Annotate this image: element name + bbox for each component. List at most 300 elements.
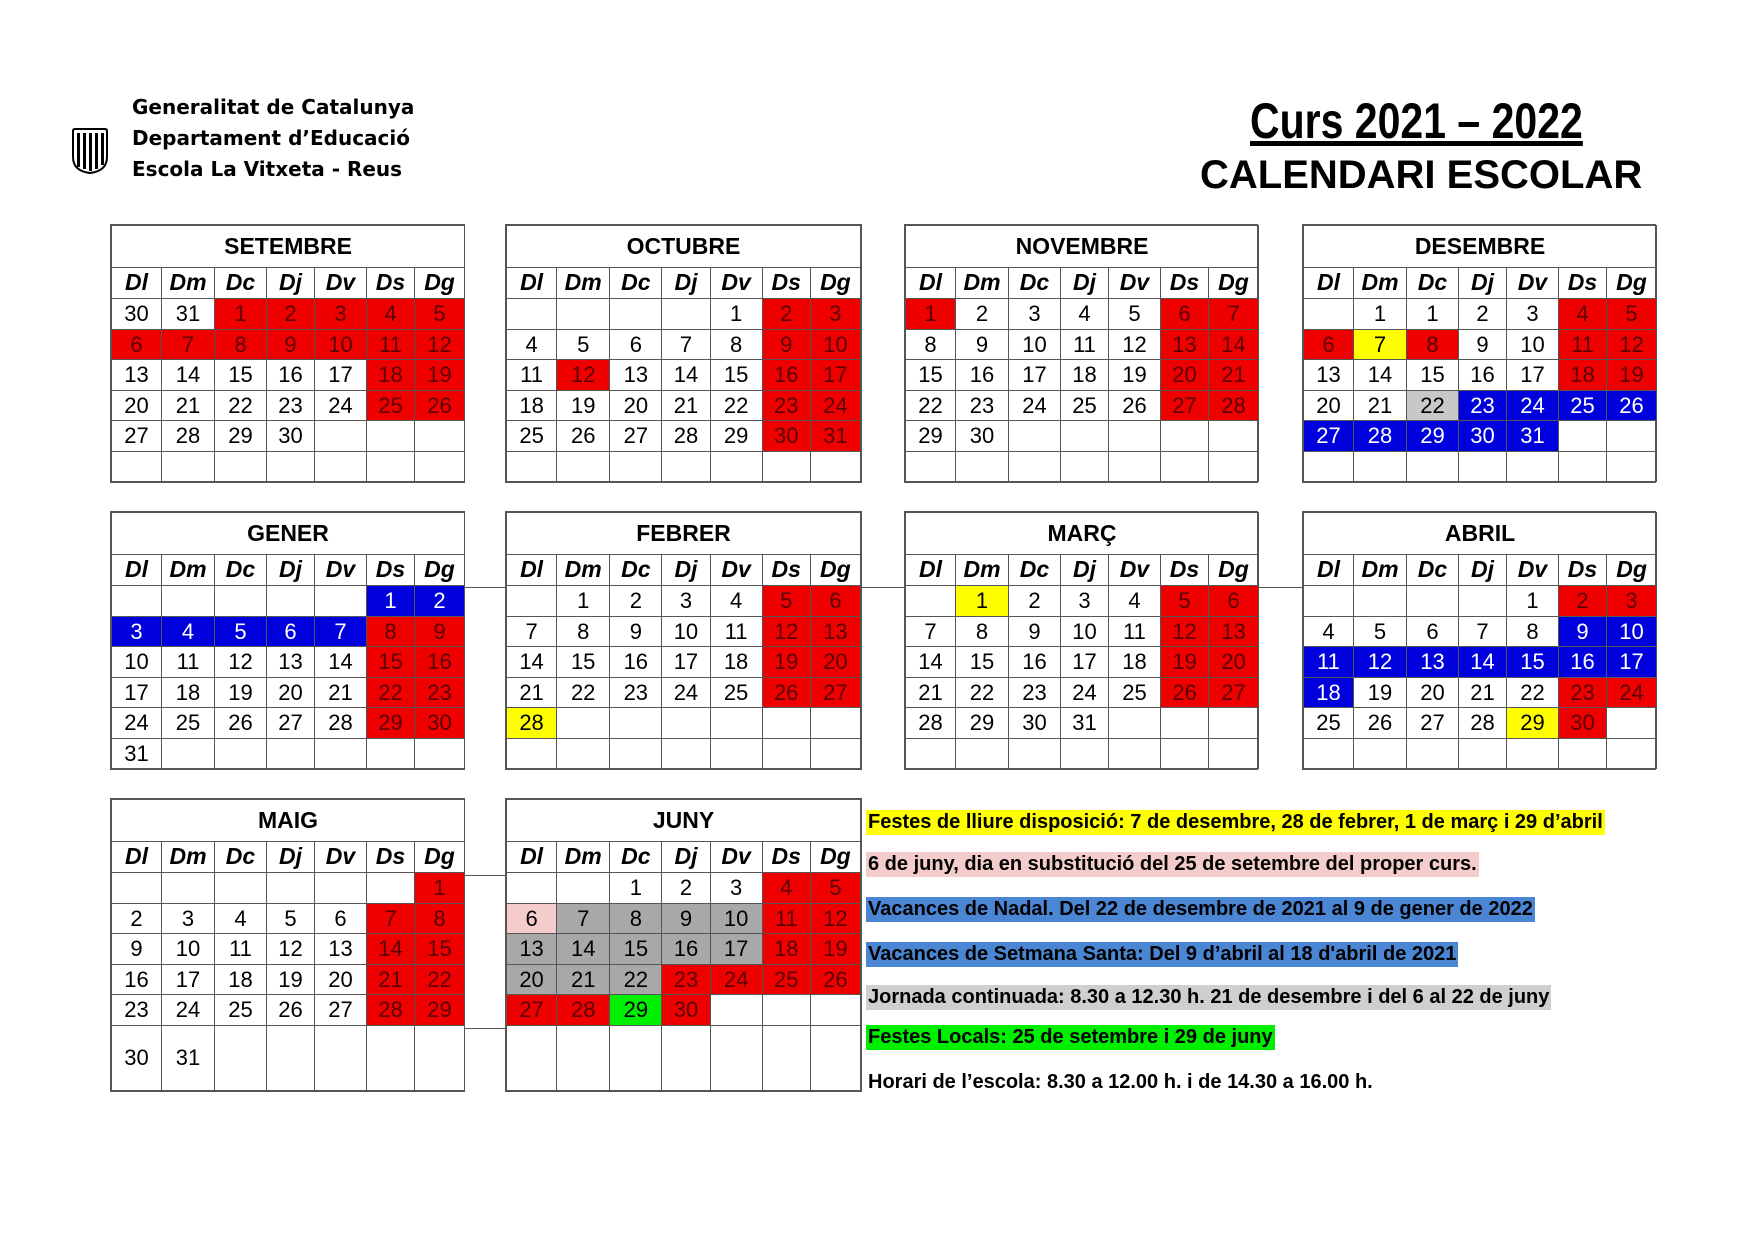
day-cell: 11 <box>1109 616 1161 647</box>
day-cell: 27 <box>1209 677 1259 708</box>
legend-item: Festes Locals: 25 de setembre i 29 de juny <box>868 1026 1273 1048</box>
day-cell: 3 <box>1061 586 1109 617</box>
day-cell: 8 <box>956 616 1009 647</box>
day-cell: 2 <box>610 586 662 617</box>
day-cell: 9 <box>267 329 315 360</box>
legend-item: 6 de juny, dia en substitució del 25 de setembre del proper curs. <box>868 853 1477 875</box>
day-cell: 10 <box>315 329 367 360</box>
weekday-header: Dg <box>415 842 465 873</box>
day-cell: 30 <box>1559 708 1607 739</box>
month-octubre <box>505 224 862 483</box>
day-cell: 16 <box>267 360 315 391</box>
day-cell <box>1009 421 1061 452</box>
weekday-header: Dl <box>507 268 557 299</box>
day-cell: 1 <box>610 873 662 904</box>
day-cell: 25 <box>1559 390 1607 421</box>
day-cell <box>710 451 762 482</box>
day-cell: 22 <box>215 390 267 421</box>
week-row <box>112 360 465 391</box>
week-row <box>906 329 1259 360</box>
day-cell <box>1354 738 1407 769</box>
weekday-header: Dj <box>1061 555 1109 586</box>
week-row <box>507 451 861 482</box>
day-cell <box>112 451 162 482</box>
day-cell: 15 <box>415 934 465 965</box>
day-cell: 5 <box>1109 299 1161 330</box>
day-cell: 19 <box>267 964 315 995</box>
day-cell: 28 <box>906 708 956 739</box>
day-cell <box>610 451 662 482</box>
week-row <box>906 708 1259 739</box>
day-cell <box>762 1025 810 1090</box>
day-cell: 24 <box>662 677 710 708</box>
week-row <box>906 451 1259 482</box>
day-cell <box>956 738 1009 769</box>
day-cell: 24 <box>315 390 367 421</box>
day-cell: 19 <box>557 390 610 421</box>
day-cell: 7 <box>367 903 415 934</box>
month-table <box>905 225 1259 482</box>
day-cell: 21 <box>507 677 557 708</box>
day-cell: 10 <box>162 934 215 965</box>
day-cell <box>1161 708 1209 739</box>
day-cell: 12 <box>1109 329 1161 360</box>
day-cell: 25 <box>710 677 762 708</box>
week-row <box>507 360 861 391</box>
week-row <box>112 299 465 330</box>
day-cell <box>267 738 315 769</box>
day-cell: 2 <box>267 299 315 330</box>
day-cell: 20 <box>315 964 367 995</box>
day-cell: 15 <box>610 934 662 965</box>
month-name: JUNY <box>507 800 861 842</box>
day-cell: 6 <box>1209 586 1259 617</box>
day-cell: 18 <box>1559 360 1607 391</box>
day-cell: 31 <box>162 1025 215 1090</box>
day-cell: 20 <box>1407 677 1459 708</box>
day-cell: 28 <box>162 421 215 452</box>
day-cell <box>610 299 662 330</box>
day-cell <box>367 421 415 452</box>
day-cell: 7 <box>1209 299 1259 330</box>
day-cell: 27 <box>112 421 162 452</box>
day-cell: 29 <box>367 708 415 739</box>
day-cell: 23 <box>1559 677 1607 708</box>
day-cell: 26 <box>415 390 465 421</box>
day-cell: 23 <box>112 995 162 1026</box>
day-cell: 21 <box>162 390 215 421</box>
day-cell: 18 <box>1109 647 1161 678</box>
day-cell: 13 <box>1407 647 1459 678</box>
day-cell: 22 <box>610 964 662 995</box>
day-cell: 1 <box>415 873 465 904</box>
weekday-header: Ds <box>367 268 415 299</box>
day-cell <box>1209 738 1259 769</box>
day-cell: 12 <box>1607 329 1657 360</box>
day-cell: 25 <box>1061 390 1109 421</box>
day-cell: 26 <box>1161 677 1209 708</box>
day-cell: 6 <box>810 586 860 617</box>
week-row <box>507 1025 861 1090</box>
day-cell: 21 <box>1459 677 1507 708</box>
day-cell: 19 <box>1109 360 1161 391</box>
day-cell: 14 <box>507 647 557 678</box>
weekday-header: Dg <box>810 842 860 873</box>
day-cell: 7 <box>162 329 215 360</box>
day-cell: 7 <box>315 616 367 647</box>
week-row <box>507 421 861 452</box>
day-cell: 25 <box>1109 677 1161 708</box>
day-cell: 3 <box>1507 299 1559 330</box>
day-cell: 7 <box>557 903 610 934</box>
day-cell: 16 <box>415 647 465 678</box>
day-cell <box>1061 451 1109 482</box>
day-cell: 8 <box>1507 616 1559 647</box>
day-cell: 1 <box>367 586 415 617</box>
weekday-header: Dc <box>1009 555 1061 586</box>
weekday-header: Dc <box>1009 268 1061 299</box>
day-cell: 22 <box>1407 390 1459 421</box>
day-cell: 13 <box>1161 329 1209 360</box>
day-cell: 24 <box>1009 390 1061 421</box>
day-cell: 26 <box>1607 390 1657 421</box>
day-cell: 22 <box>906 390 956 421</box>
day-cell: 25 <box>215 995 267 1026</box>
day-cell: 28 <box>507 708 557 739</box>
month-name: ABRIL <box>1304 513 1657 555</box>
weekday-header: Ds <box>1161 555 1209 586</box>
day-cell: 26 <box>267 995 315 1026</box>
day-cell: 4 <box>367 299 415 330</box>
day-cell: 24 <box>162 995 215 1026</box>
day-cell <box>215 586 267 617</box>
day-cell: 6 <box>610 329 662 360</box>
day-cell: 26 <box>215 708 267 739</box>
week-row <box>1304 299 1657 330</box>
day-cell: 27 <box>1407 708 1459 739</box>
weekday-header: Dv <box>710 268 762 299</box>
day-cell: 8 <box>367 616 415 647</box>
day-cell: 9 <box>762 329 810 360</box>
day-cell: 2 <box>112 903 162 934</box>
day-cell: 18 <box>367 360 415 391</box>
day-cell: 3 <box>810 299 860 330</box>
day-cell <box>267 873 315 904</box>
day-cell <box>1304 451 1354 482</box>
weekday-header: Dl <box>1304 555 1354 586</box>
row-connector-line <box>464 875 506 876</box>
day-cell: 6 <box>1407 616 1459 647</box>
day-cell <box>507 299 557 330</box>
day-cell: 10 <box>810 329 860 360</box>
day-cell: 4 <box>710 586 762 617</box>
day-cell: 16 <box>1009 647 1061 678</box>
day-cell: 11 <box>710 616 762 647</box>
day-cell: 15 <box>367 647 415 678</box>
day-cell: 29 <box>710 421 762 452</box>
day-cell <box>507 451 557 482</box>
day-cell <box>1209 708 1259 739</box>
generalitat-logo-icon <box>70 127 110 175</box>
day-cell: 30 <box>1459 421 1507 452</box>
day-cell <box>1161 421 1209 452</box>
day-cell <box>956 451 1009 482</box>
weekday-header: Dm <box>557 842 610 873</box>
day-cell: 30 <box>662 995 710 1026</box>
week-row <box>507 586 861 617</box>
day-cell: 8 <box>710 329 762 360</box>
day-cell: 12 <box>215 647 267 678</box>
day-cell <box>367 873 415 904</box>
day-cell <box>557 708 610 739</box>
day-cell: 2 <box>956 299 1009 330</box>
day-cell: 9 <box>415 616 465 647</box>
week-row <box>1304 360 1657 391</box>
day-cell: 28 <box>315 708 367 739</box>
day-cell <box>1161 451 1209 482</box>
day-cell: 29 <box>610 995 662 1026</box>
day-cell: 22 <box>1507 677 1559 708</box>
day-cell: 9 <box>1559 616 1607 647</box>
day-cell: 3 <box>1009 299 1061 330</box>
day-cell: 21 <box>1209 360 1259 391</box>
day-cell: 1 <box>1354 299 1407 330</box>
day-cell: 20 <box>507 964 557 995</box>
day-cell: 10 <box>1009 329 1061 360</box>
day-cell: 5 <box>215 616 267 647</box>
day-cell: 10 <box>112 647 162 678</box>
day-cell: 26 <box>557 421 610 452</box>
day-cell: 1 <box>1407 299 1459 330</box>
day-cell <box>162 873 215 904</box>
day-cell <box>1109 421 1161 452</box>
day-cell: 24 <box>1061 677 1109 708</box>
day-cell: 20 <box>1304 390 1354 421</box>
day-cell <box>415 1025 465 1090</box>
day-cell: 9 <box>1009 616 1061 647</box>
day-cell <box>1607 451 1657 482</box>
month-table <box>506 799 861 1091</box>
week-row <box>507 903 861 934</box>
day-cell <box>1061 738 1109 769</box>
day-cell <box>557 873 610 904</box>
day-cell: 14 <box>367 934 415 965</box>
day-cell: 10 <box>662 616 710 647</box>
day-cell: 13 <box>112 360 162 391</box>
day-cell: 1 <box>906 299 956 330</box>
week-row <box>112 1025 465 1090</box>
day-cell: 18 <box>162 677 215 708</box>
page-title: Curs 2021 – 2022 <box>1250 93 1583 149</box>
day-cell <box>662 738 710 769</box>
day-cell: 8 <box>610 903 662 934</box>
month-table <box>111 225 465 482</box>
week-row <box>507 934 861 965</box>
weekday-header: Dg <box>1607 268 1657 299</box>
day-cell: 25 <box>162 708 215 739</box>
day-cell: 29 <box>1407 421 1459 452</box>
weekday-header: Dc <box>610 842 662 873</box>
weekday-header: Dc <box>215 555 267 586</box>
day-cell <box>367 1025 415 1090</box>
day-cell: 5 <box>267 903 315 934</box>
week-row <box>1304 708 1657 739</box>
week-row <box>1304 390 1657 421</box>
day-cell: 30 <box>415 708 465 739</box>
weekday-header: Ds <box>367 842 415 873</box>
day-cell: 22 <box>557 677 610 708</box>
day-cell <box>1559 738 1607 769</box>
department-name: Departament d’Educació <box>132 126 410 150</box>
day-cell <box>557 738 610 769</box>
day-cell: 30 <box>267 421 315 452</box>
week-row <box>112 616 465 647</box>
day-cell <box>710 1025 762 1090</box>
day-cell <box>710 995 762 1026</box>
day-cell <box>415 738 465 769</box>
month-table <box>1303 225 1657 482</box>
day-cell: 23 <box>1459 390 1507 421</box>
day-cell: 17 <box>1507 360 1559 391</box>
day-cell: 11 <box>507 360 557 391</box>
week-row <box>112 451 465 482</box>
day-cell <box>906 586 956 617</box>
day-cell <box>906 738 956 769</box>
day-cell: 3 <box>162 903 215 934</box>
day-cell: 24 <box>710 964 762 995</box>
day-cell: 5 <box>810 873 860 904</box>
day-cell <box>810 1025 860 1090</box>
day-cell: 14 <box>662 360 710 391</box>
day-cell: 27 <box>507 995 557 1026</box>
org-name: Generalitat de Catalunya <box>132 95 415 119</box>
day-cell: 2 <box>1559 586 1607 617</box>
day-cell: 11 <box>1061 329 1109 360</box>
day-cell: 21 <box>315 677 367 708</box>
week-row <box>906 738 1259 769</box>
day-cell <box>662 1025 710 1090</box>
month-setembre <box>110 224 465 483</box>
day-cell <box>662 299 710 330</box>
week-row <box>112 964 465 995</box>
day-cell: 28 <box>1459 708 1507 739</box>
day-cell: 24 <box>112 708 162 739</box>
week-row <box>507 616 861 647</box>
day-cell: 11 <box>215 934 267 965</box>
day-cell: 7 <box>662 329 710 360</box>
day-cell: 24 <box>1607 677 1657 708</box>
day-cell: 23 <box>1009 677 1061 708</box>
day-cell <box>267 1025 315 1090</box>
week-row <box>112 708 465 739</box>
row-connector-line <box>861 587 905 588</box>
day-cell: 14 <box>315 647 367 678</box>
legend-item: Vacances de Setmana Santa: Del 9 d’abril al 18 d'abril de 2021 <box>868 943 1457 965</box>
weekday-header: Dj <box>267 268 315 299</box>
weekday-header: Dv <box>315 555 367 586</box>
day-cell: 30 <box>762 421 810 452</box>
month-table <box>1303 512 1657 769</box>
day-cell <box>315 873 367 904</box>
day-cell: 17 <box>710 934 762 965</box>
day-cell <box>1109 451 1161 482</box>
month-name: GENER <box>112 513 465 555</box>
day-cell: 15 <box>1507 647 1559 678</box>
day-cell: 19 <box>810 934 860 965</box>
day-cell: 8 <box>557 616 610 647</box>
day-cell <box>315 738 367 769</box>
day-cell: 11 <box>762 903 810 934</box>
organization-block <box>132 92 414 185</box>
row-connector-line <box>1257 587 1303 588</box>
day-cell <box>1109 708 1161 739</box>
day-cell: 13 <box>315 934 367 965</box>
day-cell <box>215 738 267 769</box>
day-cell: 4 <box>1304 616 1354 647</box>
day-cell <box>710 738 762 769</box>
day-cell: 12 <box>267 934 315 965</box>
day-cell: 15 <box>710 360 762 391</box>
day-cell <box>367 738 415 769</box>
week-row <box>906 616 1259 647</box>
day-cell <box>1407 586 1459 617</box>
day-cell: 4 <box>1559 299 1607 330</box>
legend-item: Festes de lliure disposició: 7 de desembre, 28 de febrer, 1 de març i 29 d’abril <box>868 811 1603 833</box>
day-cell: 23 <box>662 964 710 995</box>
day-cell <box>610 738 662 769</box>
day-cell <box>1407 451 1459 482</box>
day-cell: 29 <box>1507 708 1559 739</box>
day-cell: 12 <box>762 616 810 647</box>
week-row <box>1304 586 1657 617</box>
week-row <box>1304 677 1657 708</box>
day-cell: 18 <box>762 934 810 965</box>
day-cell: 1 <box>710 299 762 330</box>
day-cell: 17 <box>315 360 367 391</box>
weekday-header: Dl <box>906 555 956 586</box>
day-cell: 4 <box>1109 586 1161 617</box>
weekday-header: Dg <box>1607 555 1657 586</box>
weekday-header: Dc <box>215 268 267 299</box>
day-cell: 17 <box>112 677 162 708</box>
day-cell: 30 <box>956 421 1009 452</box>
day-cell: 11 <box>1559 329 1607 360</box>
day-cell <box>1009 738 1061 769</box>
day-cell: 30 <box>112 1025 162 1090</box>
day-cell: 28 <box>1354 421 1407 452</box>
day-cell: 5 <box>557 329 610 360</box>
day-cell: 25 <box>367 390 415 421</box>
day-cell: 28 <box>367 995 415 1026</box>
day-cell <box>215 873 267 904</box>
day-cell: 5 <box>415 299 465 330</box>
day-cell: 16 <box>662 934 710 965</box>
day-cell: 1 <box>1507 586 1559 617</box>
day-cell: 3 <box>710 873 762 904</box>
legend-item: Horari de l’escola: 8.30 a 12.00 h. i de 14.30 a 16.00 h. <box>868 1071 1373 1093</box>
day-cell <box>507 586 557 617</box>
month-febrer <box>505 511 862 770</box>
weekday-header: Dl <box>112 842 162 873</box>
week-row <box>1304 421 1657 452</box>
day-cell: 27 <box>315 995 367 1026</box>
day-cell <box>810 995 860 1026</box>
day-cell <box>1304 299 1354 330</box>
day-cell: 19 <box>415 360 465 391</box>
day-cell: 21 <box>367 964 415 995</box>
day-cell: 8 <box>215 329 267 360</box>
day-cell: 15 <box>906 360 956 391</box>
